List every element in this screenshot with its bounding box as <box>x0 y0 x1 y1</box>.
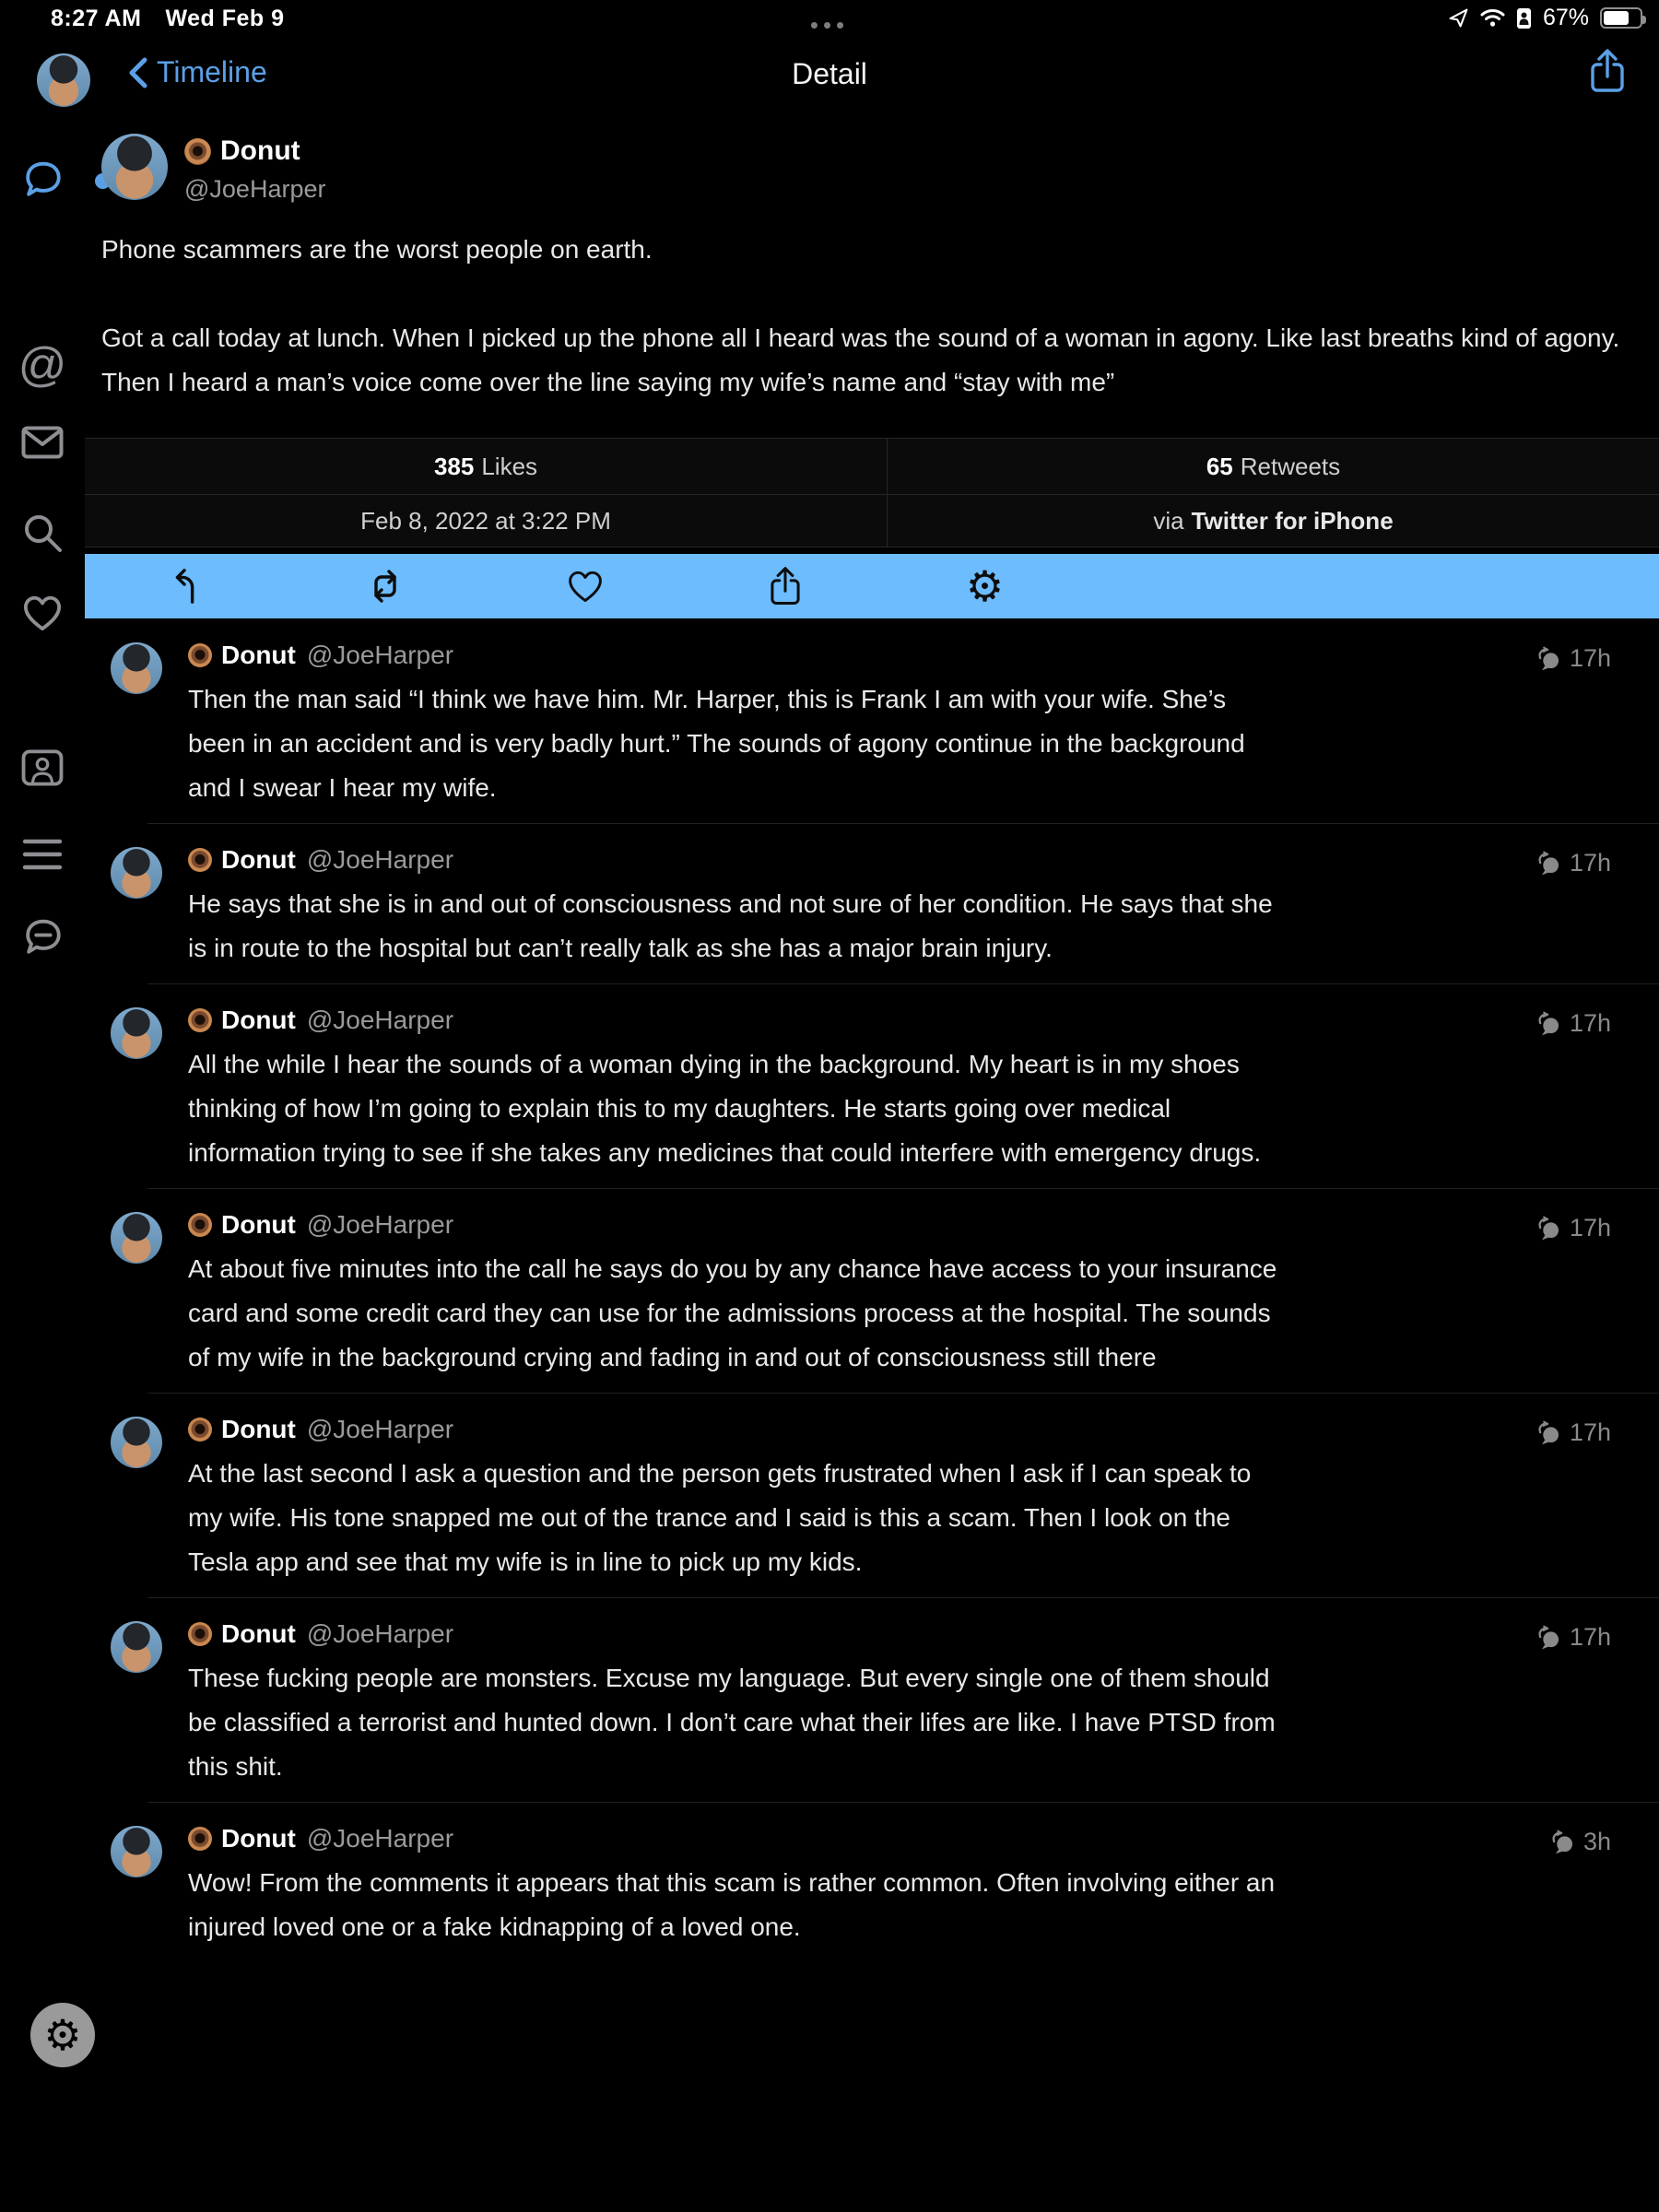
reply-timestamp: 3h <box>1583 1828 1611 1855</box>
tweet-body <box>101 228 1622 405</box>
back-label: Timeline <box>157 55 267 88</box>
battery-icon <box>1600 7 1642 29</box>
profile-card-icon[interactable] <box>0 749 85 786</box>
messages-envelope-icon[interactable] <box>0 426 85 459</box>
reply-list <box>85 618 1659 1962</box>
reply-text: At about five minutes into the call he says do you by any chance have access to your insurance card and some credit card they can use for the admissions process at the hospital. The sounds of my wife in the background crying and fading in and out of consciousness still there <box>188 1254 1277 1371</box>
tweet-timestamp: Feb 8, 2022 at 3:22 PM <box>360 506 611 535</box>
display-name: Donut <box>221 641 296 669</box>
reply-tweet[interactable] <box>85 618 1659 823</box>
donut-emoji-icon <box>188 1008 212 1032</box>
reply-arrow-icon <box>166 567 205 606</box>
reply-indicator-icon <box>1535 851 1562 877</box>
reply-tweet[interactable] <box>85 983 1659 1188</box>
multitasking-indicator-icon[interactable]: ••• <box>809 11 850 39</box>
reply-text: Wow! From the comments it appears that this scam is rather common. Often involving either an injured loved one or a fake kidnapping of a loved one. <box>188 1868 1276 1941</box>
reply-timestamp: 17h <box>1569 1418 1611 1446</box>
display-name: Donut <box>221 1006 296 1034</box>
reply-indicator-icon <box>1535 1216 1562 1241</box>
reply-timestamp: 17h <box>1569 1214 1611 1241</box>
donut-emoji-icon <box>188 848 212 872</box>
avatar[interactable] <box>111 847 162 899</box>
user-handle: @JoeHarper <box>306 1619 454 1648</box>
retweet-button[interactable] <box>285 566 485 606</box>
reply-text: Then the man said “I think we have him. Mr. Harper, this is Frank I am with your wife. She’s been in an accident and is very badly hurt.” The sounds of agony continue in the background and I swear I hear my wife. <box>188 685 1245 802</box>
display-name: Donut <box>221 1824 296 1853</box>
share-button[interactable] <box>1589 48 1626 94</box>
donut-emoji-icon <box>188 1213 212 1237</box>
avatar[interactable] <box>111 1621 162 1673</box>
reply-tweet[interactable] <box>85 1393 1659 1597</box>
reply-indicator-icon <box>1535 1420 1562 1446</box>
retweets-count: 65 <box>1206 452 1233 480</box>
likes-label: Likes <box>481 452 538 480</box>
reply-indicator-icon <box>1535 1011 1562 1037</box>
orientation-lock-icon <box>1516 7 1532 29</box>
avatar[interactable] <box>111 1007 162 1059</box>
display-name: Donut <box>221 1210 296 1239</box>
menu-hamburger-icon[interactable] <box>0 837 85 872</box>
display-name: Donut <box>221 1415 296 1443</box>
display-name: Donut <box>221 1619 296 1648</box>
user-handle: @JoeHarper <box>306 1824 454 1853</box>
status-bar <box>0 0 1659 37</box>
donut-emoji-icon <box>188 1622 212 1646</box>
reply-timestamp: 17h <box>1569 1009 1611 1037</box>
reply-indicator-icon <box>1548 1830 1576 1855</box>
reply-text: He says that she is in and out of consciousness and not sure of her condition. He says that she is in route to the hospital but can’t really talk as she has a major brain injury. <box>188 889 1273 962</box>
tweet-settings-button[interactable] <box>885 561 1085 611</box>
donut-emoji-icon <box>188 1827 212 1851</box>
reply-indicator-icon <box>1535 646 1562 672</box>
battery-percent: 67% <box>1542 5 1589 30</box>
settings-button[interactable] <box>30 2003 95 2067</box>
user-handle: @JoeHarper <box>306 845 454 874</box>
via-client: Twitter for iPhone <box>1191 506 1394 535</box>
nav-bar <box>0 37 1659 111</box>
reply-timestamp: 17h <box>1569 849 1611 877</box>
status-date: Wed Feb 9 <box>165 6 285 31</box>
display-name: Donut <box>220 135 300 166</box>
user-handle: @JoeHarper <box>306 1210 454 1239</box>
user-handle: @JoeHarper <box>306 1006 454 1034</box>
likes-count: 385 <box>433 452 475 480</box>
via-prefix: via <box>1153 506 1184 535</box>
reply-tweet[interactable] <box>85 1802 1659 1962</box>
reply-text: These fucking people are monsters. Excuse my language. But every single one of them should be classified a terrorist and hunted down. I don’t care what their lifes are like. I have PTSD from this shit. <box>188 1664 1276 1781</box>
likes-stat[interactable] <box>85 439 887 494</box>
timeline-chat-bubble-icon[interactable] <box>0 157 85 201</box>
avatar[interactable] <box>101 134 168 200</box>
status-time: 8:27 AM <box>51 6 142 31</box>
tweet-stats <box>85 438 1659 547</box>
donut-emoji-icon <box>188 1418 212 1441</box>
display-name: Donut <box>221 845 296 874</box>
retweets-label: Retweets <box>1240 452 1341 480</box>
reply-text: All the while I hear the sounds of a woman dying in the background. My heart is in my shoes thinking of how I’m going to explain this to my daughters. He starts going over medical information trying to see if she takes any medicines that could interfere with emergency drugs. <box>188 1050 1262 1167</box>
reply-indicator-icon <box>1535 1625 1562 1651</box>
avatar[interactable] <box>111 1212 162 1264</box>
detail-view <box>85 111 1659 1962</box>
wifi-icon <box>1480 8 1505 28</box>
user-handle: @JoeHarper <box>184 175 326 203</box>
retweet-icon <box>365 566 406 606</box>
avatar[interactable] <box>111 642 162 694</box>
location-arrow-icon <box>1448 7 1469 29</box>
likes-heart-icon[interactable] <box>0 594 85 632</box>
user-handle: @JoeHarper <box>306 641 454 669</box>
reply-timestamp: 17h <box>1569 644 1611 672</box>
avatar[interactable] <box>111 1826 162 1877</box>
reply-button[interactable] <box>85 567 285 606</box>
mentions-at-icon[interactable]: @ <box>18 338 67 392</box>
reply-tweet[interactable] <box>85 1188 1659 1393</box>
gear-icon: ⚙ <box>43 2010 82 2060</box>
reply-text: At the last second I ask a question and the person gets frustrated when I ask if I can speak to my wife. His tone snapped me out of the trance and I said is this a scam. Then I look on the Tesla app and see that my wife is in line to pick up my kids. <box>188 1459 1252 1576</box>
quote-bubble-icon[interactable] <box>0 914 85 959</box>
search-icon[interactable] <box>0 512 85 554</box>
tweet-paragraph: Got a call today at lunch. When I picked up the phone all I heard was the sound of a woman in agony. Like last breaths kind of agony. Then I heard a man’s voice come over the line saying my wife’s name and “stay with me” <box>101 324 1620 396</box>
user-handle: @JoeHarper <box>306 1415 454 1443</box>
page-title: Detail <box>792 57 867 90</box>
retweets-stat[interactable] <box>887 439 1659 494</box>
avatar[interactable] <box>111 1417 162 1468</box>
gear-icon: ⚙ <box>965 561 1005 611</box>
share-icon <box>769 566 802 606</box>
tweet-client <box>887 495 1659 547</box>
tweet-paragraph: Phone scammers are the worst people on earth. <box>101 235 653 264</box>
reply-tweet[interactable] <box>85 1597 1659 1802</box>
tweet-action-bar <box>85 554 1659 618</box>
like-button[interactable] <box>485 569 685 604</box>
reply-timestamp: 17h <box>1569 1623 1611 1651</box>
sidebar <box>0 111 85 2212</box>
heart-icon <box>566 569 605 604</box>
main-tweet[interactable] <box>85 111 1659 405</box>
donut-emoji-icon <box>184 138 211 165</box>
share-tweet-button[interactable] <box>685 566 885 606</box>
donut-emoji-icon <box>188 643 212 667</box>
reply-tweet[interactable] <box>85 823 1659 983</box>
